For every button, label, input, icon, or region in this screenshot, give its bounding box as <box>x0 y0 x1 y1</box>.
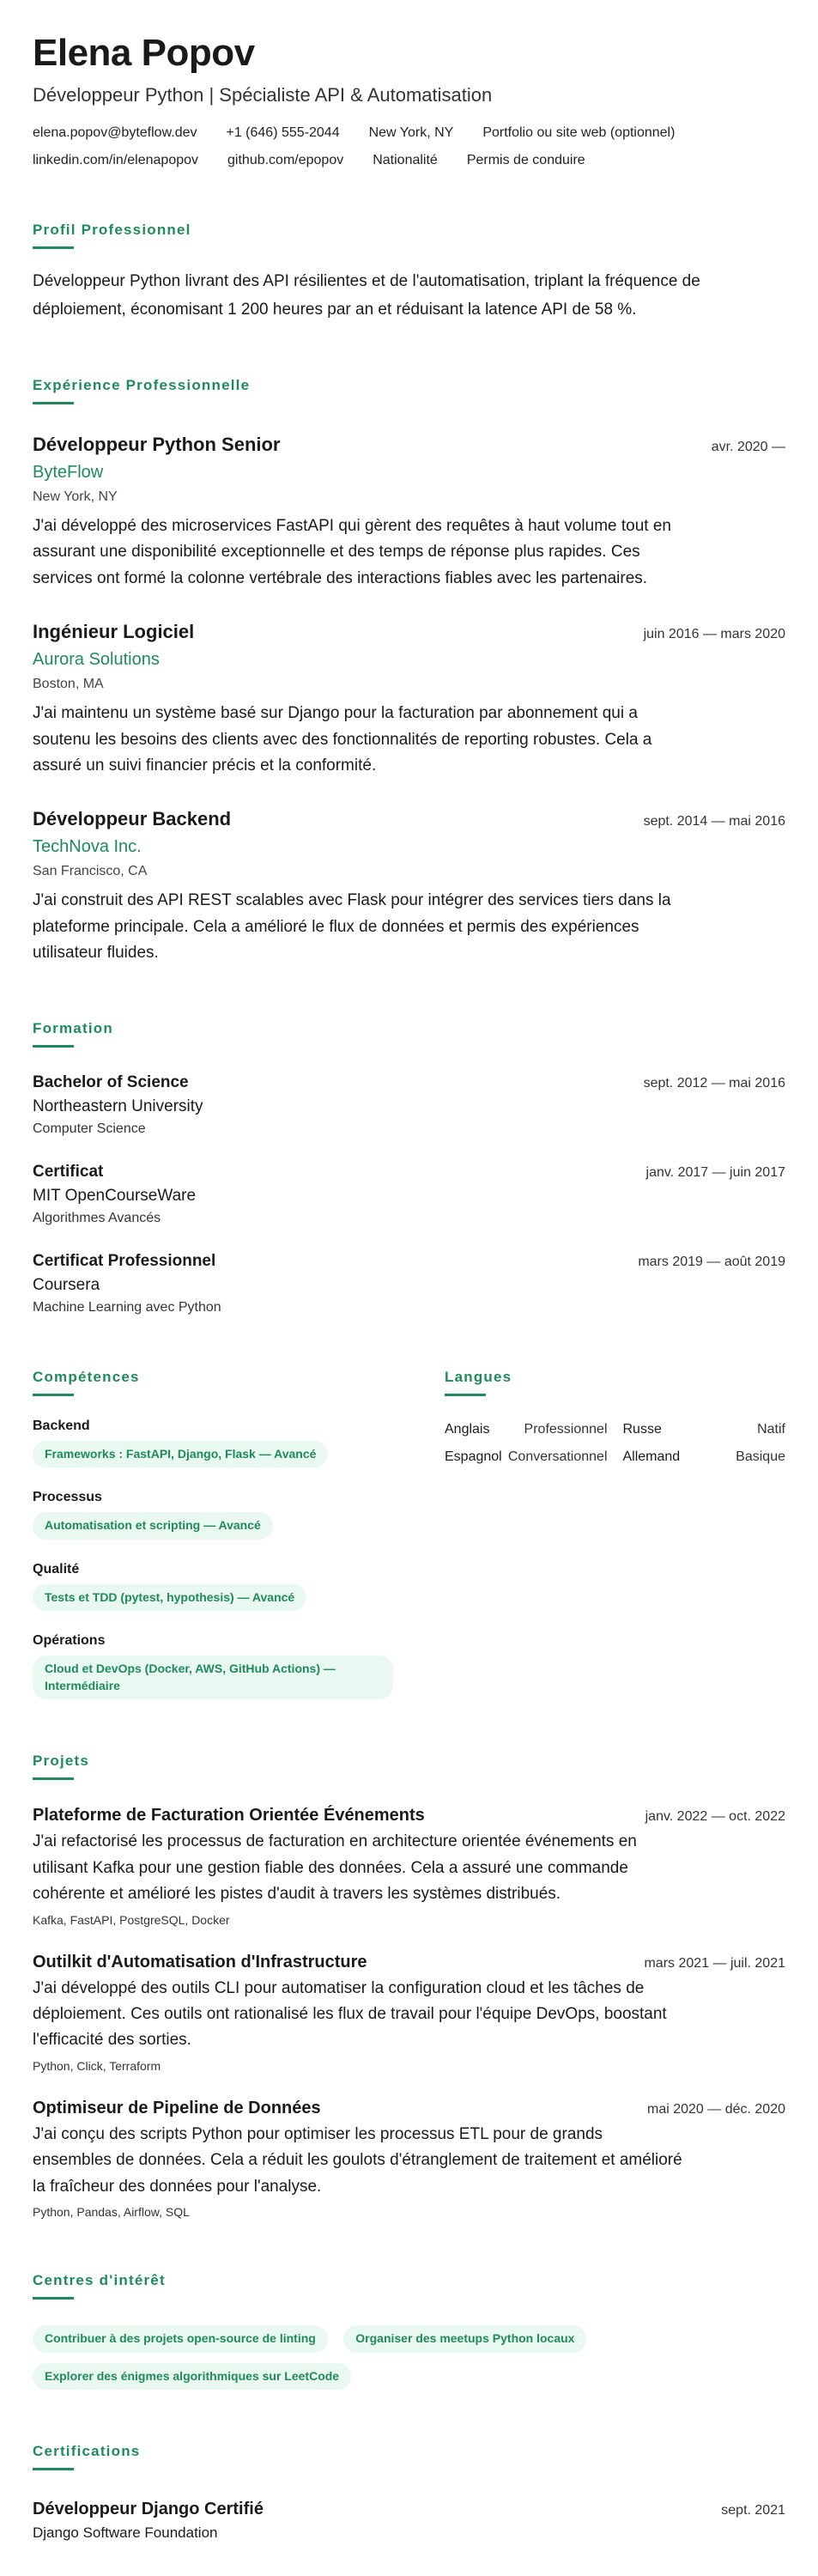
section-title-languages: Langues <box>445 1369 785 1396</box>
email-link[interactable]: elena.popov@byteflow.dev <box>33 125 197 141</box>
section-title-interests: Centres d'intérêt <box>33 2272 785 2300</box>
project-description: J'ai refactorisé les processus de facturation en architecture orientée événements en utilisant Kafka pour une gestion fiable des données. Cela a assuré une commande cohérente et amélioré les pistes d'audit à travers les systèmes distribués. <box>33 1832 637 1904</box>
contact-row-2 <box>33 153 785 168</box>
language-name: Espagnol <box>445 1449 502 1464</box>
license-text: Permis de conduire <box>466 153 585 168</box>
linkedin-link[interactable]: linkedin.com/in/elenapopov <box>33 153 199 168</box>
project-tech: Python, Pandas, Airflow, SQL <box>33 2204 190 2219</box>
education-item <box>33 1073 785 1137</box>
education-item <box>33 1163 785 1226</box>
nationality-text: Nationalité <box>373 153 438 168</box>
skill-group <box>33 1562 410 1612</box>
job-location: Boston, MA <box>33 677 104 692</box>
school-name: Coursera <box>33 1275 100 1294</box>
section-title-experience: Expérience Professionnelle <box>33 377 785 404</box>
skill-category: Qualité <box>33 1561 80 1577</box>
job-title: Développeur Backend <box>33 808 232 830</box>
interest-tag: Contribuer à des projets open-source de linting <box>33 2325 328 2353</box>
company-name: ByteFlow <box>33 462 104 482</box>
job-title: Développeur Python Senior <box>33 433 281 455</box>
language-level: Conversationnel <box>507 1449 608 1464</box>
portfolio-link[interactable]: Portfolio ou site web (optionnel) <box>482 125 676 141</box>
language-level: Natif <box>757 1421 785 1437</box>
job-location: San Francisco, CA <box>33 864 148 879</box>
skills-column <box>33 1315 410 1700</box>
project-tech: Kafka, FastAPI, PostgreSQL, Docker <box>33 1912 230 1927</box>
job-date: sept. 2014 — mai 2016 <box>643 814 785 829</box>
section-title-skills: Compétences <box>33 1369 410 1396</box>
skill-category: Opérations <box>33 1633 106 1649</box>
degree-title: Certificat <box>33 1162 104 1181</box>
project-title: Outilkit d'Automatisation d'Infrastructure <box>33 1952 367 1971</box>
job-description: J'ai construit des API REST scalables avec Flask pour intégrer des services tiers dans la plateforme principale. Cela a amélioré le flux de données et permis des expériences utilisateur fluides. <box>33 891 671 963</box>
project-date: janv. 2022 — oct. 2022 <box>645 1809 785 1825</box>
project-item <box>33 2099 785 2219</box>
location-text: New York, NY <box>368 125 454 141</box>
education-date: sept. 2012 — mai 2016 <box>643 1075 785 1091</box>
github-link[interactable]: github.com/epopov <box>227 153 344 168</box>
project-description: J'ai conçu des scripts Python pour optimiser les processus ETL pour de grands ensembles de données. Cela a réduit les goulots d'étranglement de traitement et amélioré la fraîcheur des données pour l'analyse. <box>33 2124 682 2196</box>
project-item <box>33 1953 785 2073</box>
languages-column <box>445 1315 785 1700</box>
project-title: Plateforme de Facturation Orientée Événements <box>33 1806 425 1826</box>
project-item <box>33 1806 785 1926</box>
headline: Développeur Python | Spécialiste API & Automatisation <box>33 84 493 106</box>
language-item <box>445 1449 608 1465</box>
degree-title: Bachelor of Science <box>33 1072 189 1091</box>
skill-group <box>33 1490 410 1540</box>
skill-tag: Frameworks : FastAPI, Django, Flask — Avancé <box>33 1441 328 1468</box>
skill-group <box>33 1419 410 1468</box>
section-title-certifications: Certifications <box>33 2443 785 2470</box>
skill-tag: Tests et TDD (pytest, hypothesis) — Avancé <box>33 1584 306 1612</box>
language-name: Anglais <box>445 1421 490 1437</box>
project-title: Optimiseur de Pipeline de Données <box>33 2098 321 2117</box>
field-of-study: Algorithmes Avancés <box>33 1210 161 1225</box>
degree-title: Certificat Professionnel <box>33 1251 216 1270</box>
language-item <box>623 1422 786 1437</box>
section-title-projects: Projets <box>33 1753 785 1780</box>
language-level: Basique <box>736 1449 785 1464</box>
experience-item <box>33 434 785 592</box>
job-date: juin 2016 — mars 2020 <box>643 627 785 642</box>
skill-group <box>33 1633 410 1699</box>
interest-tag: Organiser des meetups Python locaux <box>343 2325 586 2353</box>
project-date: mars 2021 — juil. 2021 <box>644 1955 785 1971</box>
contact-row-1 <box>33 125 785 141</box>
profile-summary: Développeur Python livrant des API résilientes et de l'automatisation, triplant la fréquence de déploiement, économisant 1 200 heures par an et réduisant la latence API de 58 %. <box>33 272 700 319</box>
phone-text: +1 (646) 555-2044 <box>226 125 340 141</box>
candidate-name: Elena Popov <box>33 32 255 74</box>
section-title-profile: Profil Professionnel <box>33 222 785 249</box>
school-name: Northeastern University <box>33 1097 203 1115</box>
skill-tag: Automatisation et scripting — Avancé <box>33 1512 273 1540</box>
language-level: Professionnel <box>524 1421 608 1437</box>
education-date: janv. 2017 — juin 2017 <box>645 1164 785 1180</box>
project-date: mai 2020 — déc. 2020 <box>647 2101 785 2117</box>
job-description: J'ai maintenu un système basé sur Django pour la facturation par abonnement qui a soutenu les besoins des clients avec des fonctionnalités de reporting robustes. Cela a assuré un suivi financier précis et la conformité. <box>33 704 652 775</box>
language-name: Russe <box>622 1421 662 1437</box>
skills-languages-row <box>33 1315 785 1700</box>
skill-category: Processus <box>33 1490 102 1505</box>
company-name: TechNova Inc. <box>33 837 142 857</box>
job-date: avr. 2020 — <box>711 439 785 454</box>
education-item <box>33 1252 785 1315</box>
experience-item <box>33 808 785 966</box>
language-name: Allemand <box>622 1449 681 1464</box>
certification-issuer: Django Software Foundation <box>33 2524 218 2542</box>
field-of-study: Computer Science <box>33 1121 146 1136</box>
certification-title: Développeur Django Certifié <box>33 2500 264 2519</box>
job-description: J'ai développé des microservices FastAPI qui gèrent des requêtes à haut volume tout en assurant une disponibilité exceptionnelle et des temps de réponse plus rapides. Ces services ont formé la colonne vertébrale des interactions fiables avec les partenaires. <box>33 516 671 587</box>
education-date: mars 2019 — août 2019 <box>638 1254 785 1269</box>
skill-tag: Cloud et DevOps (Docker, AWS, GitHub Actions) — Intermédiaire <box>33 1656 393 1699</box>
school-name: MIT OpenCourseWare <box>33 1186 197 1205</box>
section-title-education: Formation <box>33 1020 785 1048</box>
language-item <box>623 1449 786 1465</box>
company-name: Aurora Solutions <box>33 650 160 670</box>
field-of-study: Machine Learning avec Python <box>33 1299 221 1315</box>
language-item <box>445 1422 608 1437</box>
interests-list <box>33 2315 785 2390</box>
experience-item <box>33 621 785 779</box>
project-tech: Python, Click, Terraform <box>33 2058 161 2073</box>
job-location: New York, NY <box>33 489 118 504</box>
certification-date: sept. 2021 <box>721 2503 785 2518</box>
languages-grid <box>445 1422 785 1465</box>
skill-category: Backend <box>33 1418 90 1433</box>
certification-item <box>33 2500 785 2542</box>
interest-tag: Explorer des énigmes algorithmiques sur LeetCode <box>33 2363 351 2391</box>
job-title: Ingénieur Logiciel <box>33 621 195 643</box>
project-description: J'ai développé des outils CLI pour automatiser la configuration cloud et les tâches de déploiement. Ces outils ont rationalisé les flux de travail pour l'équipe DevOps, boostant l'efficacité des sorties. <box>33 1978 667 2050</box>
